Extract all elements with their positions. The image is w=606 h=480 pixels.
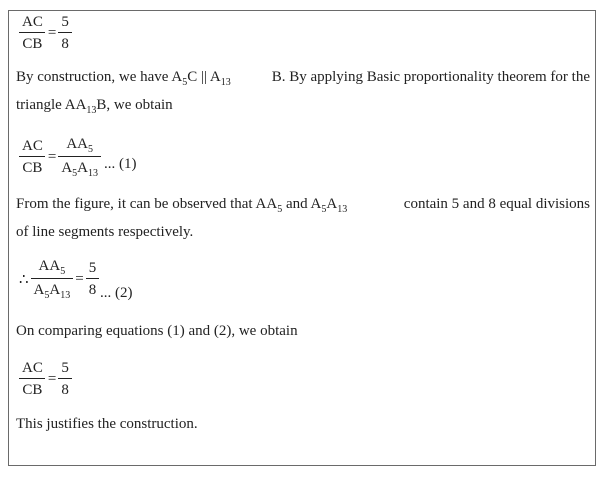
denominator: CB [19,156,45,176]
numerator: 5 [61,360,69,376]
paragraph-justification: This justifies the construction. [16,416,198,432]
text-segment: B, we obtain [96,97,173,113]
denominator: 8 [86,278,100,298]
text-segment: A [77,160,88,176]
fraction-aa5-a5a13 [58,136,101,178]
text-run [16,64,231,92]
denominator: CB [19,32,45,52]
paragraph-comparing: On comparing equations (1) and (2), we obtain [16,323,298,339]
fraction-ac-cb [19,360,46,398]
numerator: AC [22,138,43,154]
denominator [31,278,74,300]
text-segment: B. By applying Basic proportionality theorem for the [271,69,590,85]
equation-2 [17,258,99,300]
text-segment: triangle AA [16,97,87,113]
subscript: 5 [72,168,78,179]
paragraph-line [16,191,590,219]
subscript: 5 [321,204,327,215]
subscript: 5 [60,266,66,277]
paragraph-observation [16,191,590,246]
text-run [16,191,347,219]
subscript: 13 [220,77,231,88]
equation-tag-1: ... (1) [104,156,137,172]
text-segment: A [49,282,61,298]
subscript: 13 [60,290,71,301]
text-segment: AA [38,258,61,274]
subscript: 5 [44,290,50,301]
numerator: 5 [61,14,69,30]
subscript: 13 [88,168,98,179]
text-segment: By construction, we have A [16,69,183,85]
numerator [63,136,96,156]
text-segment: A [33,282,45,298]
denominator [58,156,101,178]
numerator [36,258,69,278]
text-segment: A [61,160,73,176]
subscript: 5 [277,204,283,215]
paragraph-construction [16,64,590,120]
paragraph-line [16,64,590,92]
equals-sign: = [47,370,57,387]
text-segment: C || A [187,69,221,85]
fraction-aa5-a5a13 [31,258,74,300]
subscript: 13 [86,105,97,116]
text-segment: From the figure, it can be observed that AA [16,196,278,212]
equation-tag-2: ... (2) [100,285,133,301]
equation-3 [19,360,72,398]
text-segment: and A [282,196,322,212]
equation-1 [19,136,101,178]
denominator: 8 [58,378,72,398]
text-segment: A [326,196,338,212]
subscript: 13 [337,204,348,215]
denominator: CB [19,378,45,398]
equals-sign: = [47,24,57,41]
therefore-symbol: ∴ [19,271,29,288]
fraction-ac-cb [19,138,46,176]
text-segment: contain 5 and 8 equal divisions [403,196,590,212]
fraction-ac-cb [19,14,46,52]
equation-top [19,14,72,52]
fraction-5-8 [58,360,72,398]
fraction-5-8 [86,260,100,298]
paragraph-line [16,92,590,120]
subscript: 5 [87,144,93,155]
subscript: 5 [182,77,188,88]
numerator: 5 [88,260,97,276]
text-segment: AA [66,136,88,152]
equals-sign: = [47,148,57,165]
denominator: 8 [58,32,72,52]
paragraph-line: of line segments respectively. [16,224,194,240]
fraction-5-8 [58,14,72,52]
numerator: AC [22,360,43,376]
equals-sign: = [75,270,84,287]
numerator: AC [22,14,43,30]
